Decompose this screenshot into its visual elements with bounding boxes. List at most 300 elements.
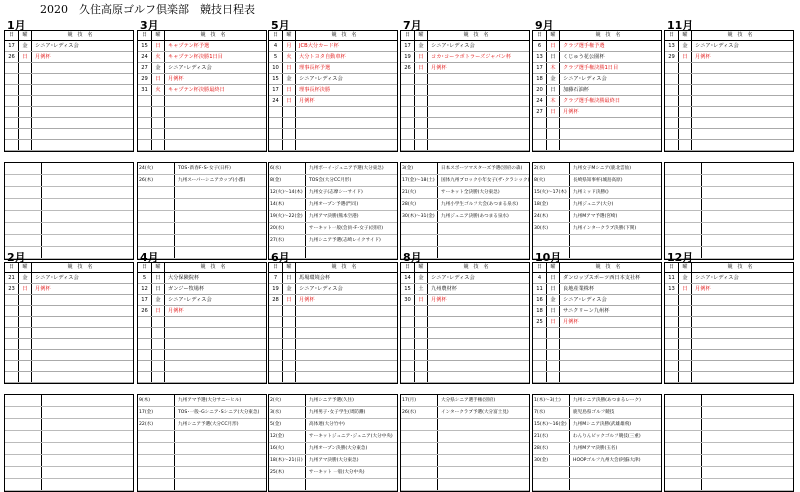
external-row [138, 479, 266, 491]
table-row [138, 328, 266, 339]
external-event [175, 187, 266, 198]
table-row [401, 63, 529, 74]
external-row [138, 211, 266, 223]
table-header [401, 31, 529, 41]
page-title: 2020 久住高原ゴルフ倶楽部 競技日程表 [40, 3, 255, 16]
external-date [401, 223, 438, 234]
row-weekday: 日 [282, 295, 295, 305]
external-date [138, 455, 175, 466]
external-date: 20(水) [269, 223, 306, 234]
row-event [295, 306, 397, 316]
row-day: 25 [536, 319, 543, 325]
external-date [138, 223, 175, 234]
row-event [164, 339, 266, 349]
external-date [5, 479, 42, 490]
row-weekday [18, 350, 31, 360]
external-row [401, 175, 529, 187]
external-date [5, 223, 42, 234]
external-events [532, 162, 662, 260]
row-weekday: 日 [546, 41, 559, 51]
row-event: シニア･レディス会 [427, 273, 529, 283]
table-header [665, 263, 793, 273]
row-weekday [678, 339, 691, 349]
row-day [5, 129, 18, 139]
external-date: 21(水) [533, 431, 570, 442]
row-weekday: 金 [414, 273, 427, 283]
external-date [5, 395, 42, 406]
external-event [42, 223, 133, 234]
row-weekday [414, 129, 427, 139]
external-date [665, 187, 702, 198]
table-row [269, 317, 397, 328]
external-date: 22(水) [138, 419, 175, 430]
row-day: 11 [536, 286, 543, 292]
table-row [5, 350, 133, 361]
external-row [5, 211, 133, 223]
row-event [295, 129, 397, 139]
row-weekday: 日 [282, 96, 295, 106]
external-row [269, 235, 397, 247]
event-table [4, 30, 134, 152]
external-row [533, 395, 661, 407]
header-weekday: 曜 [546, 263, 559, 272]
external-event [42, 419, 133, 430]
external-date [401, 419, 438, 430]
row-weekday [151, 350, 164, 360]
row-event: 月例杯 [164, 306, 266, 316]
row-event: シニア･レディス会 [427, 41, 529, 51]
external-date: 28(火) [401, 199, 438, 210]
row-event [31, 328, 133, 338]
table-row [533, 328, 661, 339]
month-label: 11月 [667, 19, 694, 32]
external-event: 九州ミッド決勝() [573, 190, 609, 195]
row-weekday [414, 107, 427, 117]
table-row [138, 107, 266, 118]
external-row [5, 479, 133, 491]
row-event [31, 96, 133, 106]
row-weekday: 月 [282, 41, 295, 51]
table-row [533, 129, 661, 140]
table-row [533, 85, 661, 96]
external-event: 九州オープン予選(門司) [309, 202, 359, 207]
external-date: 16(火) [269, 443, 306, 454]
row-event: キャプテン杯決勝1日目 [164, 52, 266, 62]
table-row [533, 361, 661, 372]
row-day [269, 140, 282, 150]
row-weekday [546, 361, 559, 371]
row-weekday [282, 140, 295, 150]
external-row [5, 199, 133, 211]
row-weekday: 日 [546, 52, 559, 62]
external-event: 九州シニア予選(大分CC月形) [178, 422, 239, 427]
table-row [269, 107, 397, 118]
row-weekday [282, 350, 295, 360]
external-event [175, 247, 266, 258]
row-event: シニア･レディス会 [691, 273, 793, 283]
table-row [665, 140, 793, 151]
external-date: 19(火)〜22(金) [269, 211, 306, 222]
row-day [533, 361, 546, 371]
external-event: サーキットジュニア･ジュニア(大分中央) [309, 434, 393, 439]
external-date [665, 223, 702, 234]
row-event [691, 295, 793, 305]
external-date [665, 443, 702, 454]
row-day [138, 372, 151, 382]
table-row [665, 63, 793, 74]
external-date: 15(木)〜16(金) [533, 419, 570, 430]
month-label: 9月 [535, 19, 554, 32]
row-weekday [282, 339, 295, 349]
row-day [5, 361, 18, 371]
external-date [5, 419, 42, 430]
table-row [401, 74, 529, 85]
row-weekday [282, 317, 295, 327]
external-event: サーキット一般(会員･F･女子)(別府) [309, 226, 384, 231]
external-event [175, 199, 266, 210]
table-row [665, 74, 793, 85]
external-row [269, 467, 397, 479]
external-event [570, 235, 661, 246]
row-weekday: 日 [282, 85, 295, 95]
row-day: 31 [141, 87, 148, 93]
external-row [533, 467, 661, 479]
external-row [401, 419, 529, 431]
header-event: 競技名 [295, 263, 397, 272]
row-event: 月例杯 [295, 96, 397, 106]
table-row [401, 129, 529, 140]
month-label: 2月 [7, 251, 26, 264]
table-row [5, 361, 133, 372]
row-day [533, 350, 546, 360]
external-row [665, 235, 793, 247]
table-row [533, 317, 661, 328]
row-weekday: 日 [151, 74, 164, 84]
table-row [5, 339, 133, 350]
row-event [691, 328, 793, 338]
header-weekday: 曜 [678, 31, 691, 40]
table-row [269, 295, 397, 306]
external-event: 九州シニア予選(久住) [309, 398, 354, 403]
table-row [533, 284, 661, 295]
external-date [401, 467, 438, 478]
external-row [665, 395, 793, 407]
row-weekday [414, 306, 427, 316]
table-row [665, 350, 793, 361]
row-weekday [151, 140, 164, 150]
row-weekday: 金 [151, 295, 164, 305]
table-row [5, 295, 133, 306]
header-weekday: 曜 [18, 31, 31, 40]
external-date: 5(金) [269, 419, 306, 430]
row-day [665, 140, 678, 150]
month-label: 10月 [535, 251, 562, 264]
row-day [5, 350, 18, 360]
external-event: サーキット 一般(大分中央) [309, 470, 365, 475]
row-weekday [282, 372, 295, 382]
row-day [665, 129, 678, 139]
external-event [702, 455, 793, 466]
row-weekday [678, 295, 691, 305]
table-header [138, 263, 266, 273]
table-row [401, 96, 529, 107]
table-row [5, 372, 133, 383]
row-event [691, 107, 793, 117]
row-event [31, 140, 133, 150]
row-event [427, 306, 529, 316]
row-event [559, 361, 661, 371]
row-weekday [18, 63, 31, 73]
row-day [533, 140, 546, 150]
external-row [138, 443, 266, 455]
row-event: クラブ選手権予選 [559, 41, 661, 51]
row-weekday: 金 [18, 41, 31, 51]
row-day [138, 118, 151, 128]
table-row [401, 107, 529, 118]
row-event: コカ･コーラボトラーズジャパン杯 [427, 52, 529, 62]
header-day: 日 [8, 264, 14, 270]
row-day [401, 85, 414, 95]
row-weekday: 日 [282, 63, 295, 73]
external-row [401, 199, 529, 211]
external-event [702, 247, 793, 258]
external-date: 27(水) [269, 235, 306, 246]
row-weekday [678, 328, 691, 338]
row-day [5, 118, 18, 128]
table-header [533, 263, 661, 273]
table-row [665, 361, 793, 372]
row-weekday: 金 [414, 41, 427, 51]
table-row [533, 107, 661, 118]
row-day [269, 339, 282, 349]
row-event: くじゅう花公園杯 [559, 52, 661, 62]
external-event: 九州インタークラブ決勝(下関) [573, 226, 637, 231]
event-table [532, 262, 662, 384]
external-event [438, 419, 529, 430]
row-weekday [151, 129, 164, 139]
row-event [559, 350, 661, 360]
external-row [401, 431, 529, 443]
table-row [533, 118, 661, 129]
external-date: 8(火) [533, 175, 570, 186]
table-row [269, 96, 397, 107]
external-event: 九州小学生ゴルフ大会(あつまる泉水) [441, 202, 519, 207]
row-day [665, 107, 678, 117]
header-event: 競技名 [295, 31, 397, 40]
row-event [295, 107, 397, 117]
row-day: 16 [536, 297, 543, 303]
row-weekday: 金 [546, 295, 559, 305]
row-day [5, 295, 18, 305]
external-row [269, 163, 397, 175]
row-day [401, 306, 414, 316]
row-day [138, 107, 151, 117]
external-event [438, 443, 529, 454]
row-day: 20 [536, 87, 543, 93]
month-label: 1月 [7, 19, 26, 32]
row-day: 10 [272, 65, 279, 71]
external-event [702, 407, 793, 418]
external-date [5, 211, 42, 222]
row-day: 13 [668, 43, 675, 49]
row-weekday [282, 306, 295, 316]
external-date [533, 467, 570, 478]
external-event [175, 479, 266, 490]
header-weekday: 曜 [151, 31, 164, 40]
row-weekday [678, 85, 691, 95]
table-row [665, 129, 793, 140]
table-row [401, 118, 529, 129]
table-header [138, 31, 266, 41]
external-date: 26(木) [138, 175, 175, 186]
external-event [42, 247, 133, 258]
external-events [4, 394, 134, 492]
row-event [691, 140, 793, 150]
row-weekday [678, 129, 691, 139]
row-day [401, 372, 414, 382]
row-weekday: 日 [678, 52, 691, 62]
header-day: 日 [8, 32, 14, 38]
month-label: 8月 [403, 251, 422, 264]
external-event [42, 479, 133, 490]
row-event [691, 129, 793, 139]
row-weekday: 火 [151, 85, 164, 95]
external-event [702, 163, 793, 174]
external-row [5, 187, 133, 199]
row-event: シニア･レディス会 [164, 63, 266, 73]
table-row [5, 74, 133, 85]
table-row [401, 339, 529, 350]
external-row [665, 163, 793, 175]
row-weekday [18, 107, 31, 117]
external-event [42, 175, 133, 186]
row-weekday [546, 129, 559, 139]
row-event: シニア･レディス会 [295, 284, 397, 294]
external-date [665, 455, 702, 466]
external-row [138, 175, 266, 187]
table-row [5, 85, 133, 96]
table-row [138, 41, 266, 52]
external-row [5, 395, 133, 407]
row-day: 13 [668, 286, 675, 292]
external-event: 長崎県知事杯(城島高原) [573, 178, 623, 183]
external-event [42, 211, 133, 222]
row-day: 5 [142, 275, 147, 281]
row-event [427, 74, 529, 84]
header-day: 日 [404, 264, 410, 270]
row-event: シニア･レディス会 [31, 273, 133, 283]
row-weekday [546, 140, 559, 150]
row-weekday: 日 [546, 306, 559, 316]
header-weekday: 曜 [282, 31, 295, 40]
row-weekday: 金 [282, 284, 295, 294]
external-date: 9(木) [138, 395, 175, 406]
event-table [137, 262, 267, 384]
external-date [138, 235, 175, 246]
header-day: 日 [272, 264, 278, 270]
row-event [691, 339, 793, 349]
row-day: 28 [272, 297, 279, 303]
header-event: 競技名 [559, 31, 661, 40]
row-event [427, 85, 529, 95]
month-label: 7月 [403, 19, 422, 32]
row-weekday [678, 118, 691, 128]
row-day [138, 350, 151, 360]
external-row [401, 467, 529, 479]
row-day [138, 317, 151, 327]
external-row [138, 455, 266, 467]
row-event [31, 295, 133, 305]
row-event [164, 372, 266, 382]
row-event [164, 96, 266, 106]
external-date: 24(木) [533, 211, 570, 222]
row-weekday [678, 361, 691, 371]
external-events [400, 394, 530, 492]
row-event [295, 350, 397, 360]
row-weekday [678, 96, 691, 106]
row-day [665, 85, 678, 95]
external-event [702, 211, 793, 222]
external-date: 18(木)〜21(日) [269, 455, 306, 466]
external-event [570, 467, 661, 478]
row-weekday: 日 [546, 317, 559, 327]
row-day [533, 372, 546, 382]
row-weekday [414, 317, 427, 327]
event-table [4, 262, 134, 384]
row-event: 月例杯 [427, 63, 529, 73]
row-weekday [151, 96, 164, 106]
external-event: 日本スポーツマスターズ予選(別府の森) [441, 166, 523, 171]
row-weekday: 金 [18, 273, 31, 283]
row-day [138, 140, 151, 150]
external-date [533, 479, 570, 490]
row-event: 理事長杯決勝 [295, 85, 397, 95]
external-event: TOS会(大分CC月形) [309, 178, 352, 183]
table-row [269, 350, 397, 361]
external-event [438, 467, 529, 478]
row-day [5, 140, 18, 150]
table-row [138, 339, 266, 350]
row-event [164, 129, 266, 139]
external-date: 21(火) [401, 187, 438, 198]
external-date [665, 163, 702, 174]
row-weekday [18, 306, 31, 316]
external-date [401, 431, 438, 442]
row-day [269, 129, 282, 139]
row-event [427, 107, 529, 117]
row-event [691, 350, 793, 360]
row-event [31, 372, 133, 382]
external-date [5, 407, 42, 418]
header-event: 競技名 [427, 31, 529, 40]
external-date [401, 479, 438, 490]
row-day [665, 295, 678, 305]
row-day: 26 [8, 54, 15, 60]
header-event: 競技名 [31, 31, 133, 40]
row-event [559, 118, 661, 128]
table-row [269, 41, 397, 52]
table-row [401, 361, 529, 372]
external-date [5, 431, 42, 442]
row-day [665, 63, 678, 73]
external-row [5, 407, 133, 419]
external-row [138, 163, 266, 175]
header-day: 日 [272, 32, 278, 38]
row-day: 27 [141, 65, 148, 71]
external-event: 大分県シニア選手権(別府) [441, 398, 496, 403]
row-event: キャプテン杯決勝最終日 [164, 85, 266, 95]
table-row [269, 306, 397, 317]
